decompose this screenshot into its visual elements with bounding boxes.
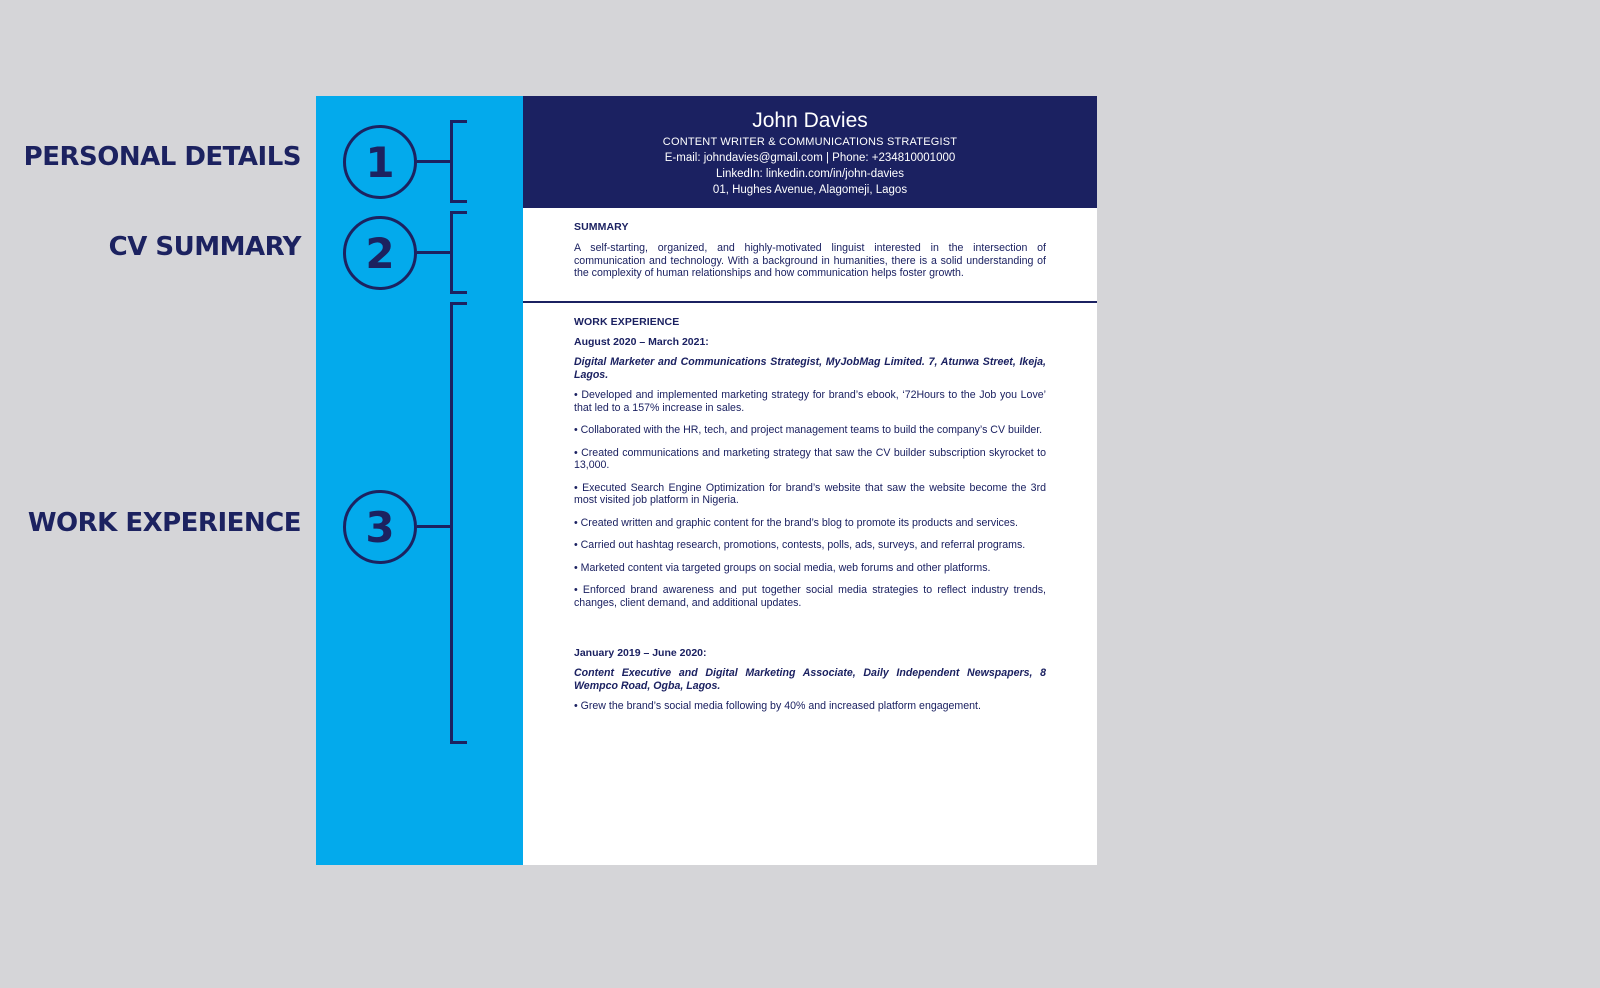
personal-details-label: PERSONAL DETAILS [23,142,301,172]
personal-details-bracket [450,120,467,203]
cv-summary-label: CV SUMMARY [108,232,301,262]
cv-role: CONTENT WRITER & COMMUNICATIONS STRATEGIST [662,136,958,148]
summary-section [574,208,1046,301]
job-position: Content Executive and Digital Marketing Associate, Daily Independent Newspapers, 8 Wempco Road, Ogba, Lagos. [574,667,1046,692]
job-entry [574,336,1046,609]
job-bullet: • Enforced brand awareness and put together social media strategies to reflect industry trends, changes, client demand, and additional updates. [574,584,1046,609]
summary-title: SUMMARY [574,221,629,233]
job-bullet: • Created communications and marketing strategy that saw the CV builder subscription skyrocket to 13,000. [574,446,1046,471]
work-title: WORK EXPERIENCE [574,316,680,328]
job-bullet: • Carried out hashtag research, promotions, contests, polls, ads, surveys, and referral programs. [574,539,1026,551]
step-3-connector [417,525,452,528]
work-experience-bracket [450,302,467,744]
job-bullet: • Collaborated with the HR, tech, and project management teams to build the company’s CV builder. [574,424,1043,436]
job-bullets [574,389,1046,609]
cv-header [523,96,1097,208]
work-section [574,303,1046,713]
job-bullet: • Created written and graphic content for the brand’s blog to promote its products and services. [574,516,1018,529]
job-bullet: • Marketed content via targeted groups on social media, web forums and other platforms. [574,561,991,574]
step-1-circle: 1 [343,125,417,199]
blue-sidebar [316,96,523,865]
step-2-connector [417,251,452,254]
cv-document [523,96,1097,865]
cv-name: John Davies [752,109,868,132]
step-3-circle: 3 [343,490,417,564]
job-bullet: • Developed and implemented marketing strategy for brand’s ebook, ‘72Hours to the Job you Love’ that led to a 157% increase in sales. [574,389,1046,414]
step-2-circle: 2 [343,216,417,290]
cv-address: 01, Hughes Avenue, Alagomeji, Lagos [712,184,908,196]
job-dates: August 2020 – March 2021: [574,336,709,348]
cv-contact: E-mail: johndavies@gmail.com | Phone: +234810001000 [664,152,956,164]
job-entry [574,647,1046,713]
job-position: Digital Marketer and Communications Strategist, MyJobMag Limited. 7, Atunwa Street, Ikeja, Lagos. [574,356,1046,381]
work-experience-label: WORK EXPERIENCE [27,508,301,538]
job-dates: January 2019 – June 2020: [574,647,707,659]
step-1-connector [417,160,452,163]
cv-linkedin: LinkedIn: linkedin.com/in/john-davies [716,168,904,180]
job-bullet: • Executed Search Engine Optimization for brand’s website that saw the website become the 3rd most visited job platform in Nigeria. [574,481,1046,506]
summary-bracket [450,211,467,294]
job-bullet: • Grew the brand’s social media following by 40% and increased platform engagement. [574,700,981,712]
job-bullets [574,700,1046,713]
summary-text: A self-starting, organized, and highly-motivated linguist interested in the intersection of communication and technology. With a background in humanities, there is a solid understanding of the complexity of human relationships and how communication helps foster growth. [574,242,1046,279]
